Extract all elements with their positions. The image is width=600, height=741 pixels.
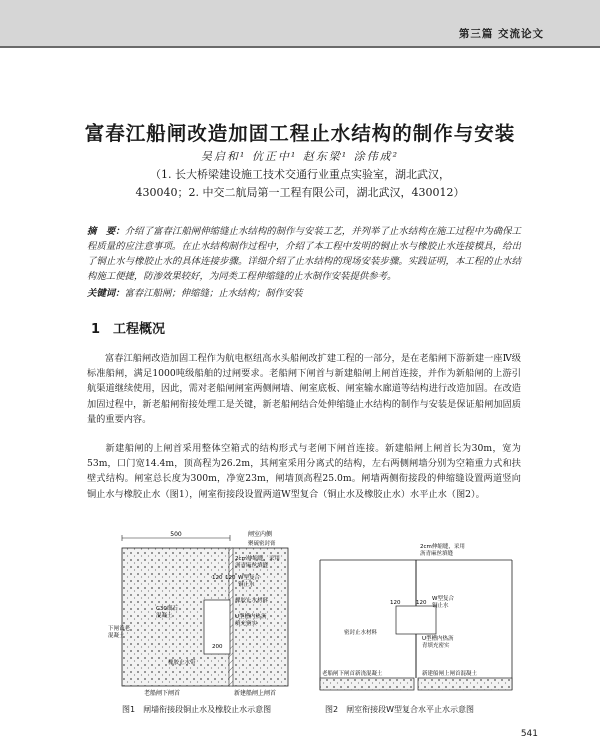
- fig1-dim-120a: 120: [212, 575, 223, 581]
- fig2-dim-120a: 120: [390, 600, 401, 606]
- fig2-dim-120b: 120: [416, 600, 427, 606]
- fig2-label-w2: 铜止水: [432, 603, 449, 609]
- figure-1: [108, 530, 308, 698]
- fig1-label-rubber-stop: 橡胶止水带: [168, 660, 196, 666]
- fig1-label-bottom-left: 老船闸下闸首: [144, 690, 181, 697]
- fig1-label-u2: 填充密实: [235, 621, 258, 627]
- abstract-label: 摘 要：: [87, 226, 125, 237]
- affiliation-line-2: 430040；2. 中交二航局第一工程有限公司，湖北武汉，430012）: [135, 186, 465, 199]
- fig1-label-seal: 聚硫密封膏: [248, 541, 276, 547]
- fig2-label-bottom-left: 老船闸下闸首新浇混凝土: [322, 671, 383, 677]
- paragraph-1: [87, 351, 521, 427]
- fig1-label-rubber: 橡胶止水材料: [235, 598, 269, 604]
- keywords: [87, 286, 521, 301]
- fig2-label-u2: 青填充密实: [422, 643, 450, 649]
- fig2-label-joint2: 沥青麻丝填缝: [420, 551, 454, 557]
- page-number: 541: [520, 729, 538, 739]
- fig1-label-w: W型复合: [238, 575, 260, 581]
- fig1-label-bottom-right: 新建船闸上闸首: [234, 690, 277, 697]
- paragraph-1-text: 富春江船闸改造加固工程作为航电枢纽高水头船闸改扩建工程的一部分，是在老船闸下游新建一座Ⅳ级标准船闸，满足1000吨级船舶的过闸要求。老船闸下闸首与新建船闸上闸首连接，并作为新船闸的上游引航渠道继续使用，因此，需对老船闸闸室两侧闸墙、闸室底板、闸室输水廊道等结构进行改造加固。在改造加固过程中，新老船闸衔接处理工是关键，新老船闸结合处伸缩缝止水结构的制作与安装是保证船闸加固质量的重要内容。: [87, 353, 521, 425]
- fig2-label-u: U型槽内热沥: [422, 636, 454, 642]
- fig1-label-new-head: 下闸首老: [108, 626, 131, 632]
- fig1-dim-500: 500: [170, 531, 182, 538]
- affiliation-line-1: （1. 长大桥梁建设施工技术交通行业重点实验室，湖北武汉，: [150, 168, 450, 181]
- fig1-label-c30: C30细石: [156, 606, 178, 612]
- old-slab: [320, 678, 414, 690]
- paragraph-2: [87, 441, 521, 502]
- keywords-text: 富春江船闸；伸缩缝；止水结构；制作安装: [124, 288, 303, 299]
- w-seal-zone: [396, 606, 436, 634]
- figure-2-caption: 图2 闸室衔接段W型复合水平止水示意图: [325, 705, 474, 714]
- section-1-heading: 1 工程概况: [91, 322, 166, 337]
- fig1-label-u: U型槽内热沥: [235, 614, 267, 620]
- fig1-label-wall: 闸室内侧: [248, 531, 273, 538]
- paper-title: 富春江船闸改造加固工程止水结构的制作与安装: [84, 122, 516, 145]
- fig1-label-new-head2: 混凝土: [108, 633, 125, 639]
- authors: 吴启和¹ 伉正中¹ 赵东梁¹ 涂伟成²: [200, 150, 400, 163]
- fig2-label-joint: 2cm伸缩缝，采用: [420, 544, 465, 550]
- fig2-label-bottom-right: 新建船闸上闸首混凝土: [422, 671, 478, 677]
- fig1-dim-120b: 120: [225, 575, 236, 581]
- abstract-text: 介绍了富春江船闸伸缩缝止水结构的制作与安装工艺，并列举了止水结构在施工过程中为确保工程质量的应注意事项。在止水结构制作过程中，介绍了本工程中发明的铜止水与橡胶止水连接模具，给出了铜止水与橡胶止水的具体连接步骤。详细介绍了止水结构的现场安装步骤。实践证明，本工程的止水结构施工便捷，防渗效果较好，为同类工程伸缩缝的止水制作安装提供参考。: [87, 226, 521, 282]
- paragraph-2-text: 新建船闸的上闸首采用整体空箱式的结构形式与老闸下闸首连接。新建船闸上闸首长为30m，宽为53m，口门宽14.4m，顶高程为26.2m，其闸室采用分离式的结构，左右两侧闸墙分别为空箱重力式和扶壁式结构。闸室总长度为300m，净宽23m，闸墙顶高程25.0m。闸墙两侧衔接段的伸缩缝设置两道竖向铜止水与橡胶止水（图1），闸室衔接段设置两道W型复合（铜止水及橡胶止水）水平止水（图2）。: [87, 443, 521, 500]
- new-slab: [418, 678, 512, 690]
- section-tag: 第三篇 交流论文: [458, 28, 544, 40]
- fig1-label-joint2: 沥青麻丝填缝: [235, 563, 269, 569]
- fig1-label-c30b: 混凝土: [156, 613, 173, 619]
- fig2-label-w: W型复合: [432, 596, 454, 602]
- figure-2: [318, 538, 514, 698]
- fig1-label-joint: 2cm伸缩缝，采用: [235, 556, 280, 562]
- figure-1-caption: 图1 闸墙衔接段铜止水及橡胶止水示意图: [122, 705, 272, 714]
- fig1-label-w2: 铜止水: [238, 582, 255, 588]
- fig1-dim-200: 200: [212, 644, 223, 650]
- abstract: [87, 224, 521, 284]
- keywords-label: 关键词：: [87, 288, 125, 299]
- fig2-label-sealant: 密封止水材料: [344, 630, 378, 636]
